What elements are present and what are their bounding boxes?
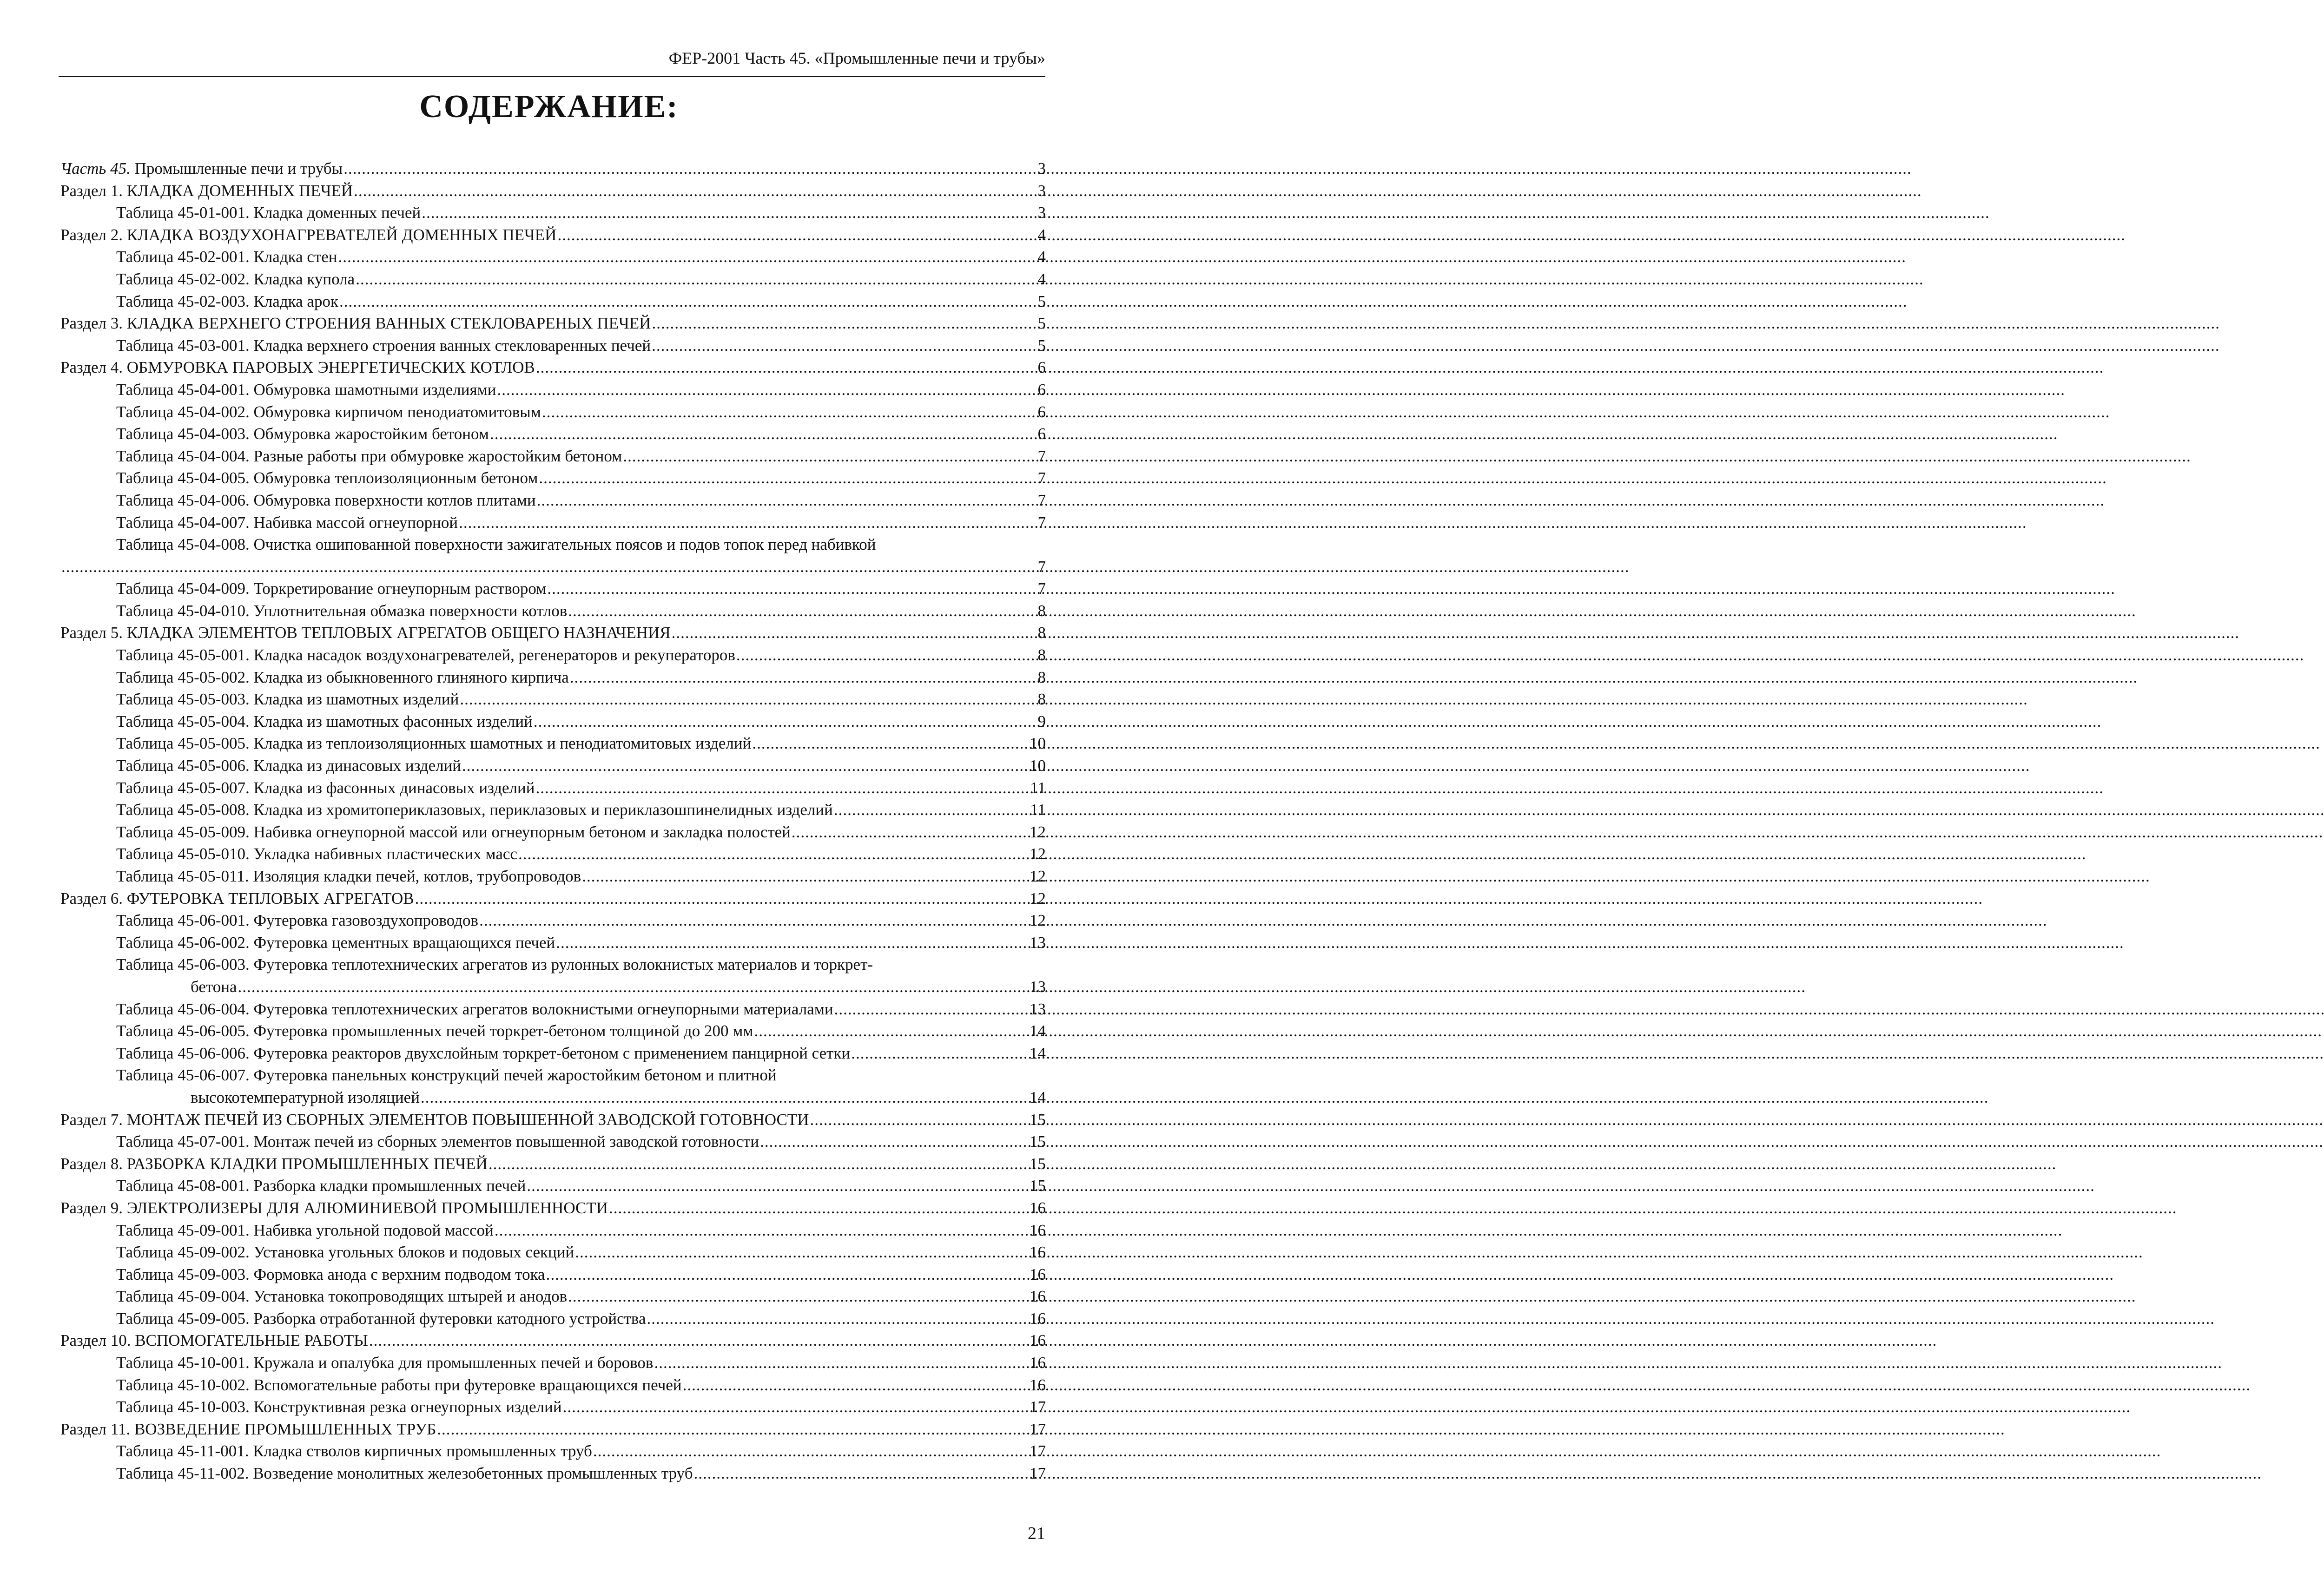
toc-entry-continuation[interactable]: [60, 1086, 1046, 1109]
toc-page-number: 16: [1030, 1243, 1046, 1262]
running-header: ФЕР-2001 Часть 45. «Промышленные печи и трубы»: [668, 49, 1045, 67]
toc-page-number: 17: [1030, 1398, 1046, 1416]
dot-leader: [736, 644, 1036, 666]
toc-table-entry[interactable]: [60, 445, 1046, 467]
dot-leader: [568, 600, 1036, 622]
toc-table-entry[interactable]: [60, 932, 1046, 954]
dot-leader: [593, 1440, 1029, 1462]
toc-entry-label: Таблица 45-05-002. Кладка из обыкновенного глиняного кирпича: [116, 668, 569, 686]
toc-page-number: 6: [1037, 358, 1046, 377]
toc-entry-label-text: Промышленные печи и трубы: [130, 159, 343, 178]
toc-entry-label: Раздел 8. РАЗБОРКА КЛАДКИ ПРОМЫШЛЕННЫХ ПЕЧЕЙ: [60, 1154, 488, 1173]
toc-table-entry[interactable]: [60, 290, 1046, 313]
toc-table-entry[interactable]: [60, 1462, 1046, 1485]
dot-leader: [539, 467, 1036, 489]
toc-entry-label: Таблица 45-06-004. Футеровка теплотехнических агрегатов волокнистыми огнеупорными материалами: [116, 1000, 833, 1018]
dot-leader: [834, 998, 1029, 1020]
dot-leader: [570, 666, 1036, 689]
dot-leader: [851, 1042, 1029, 1065]
toc-table-entry[interactable]: [60, 998, 1046, 1020]
toc-table-entry[interactable]: [60, 1374, 1046, 1396]
toc-entry-label: Таблица 45-08-001. Разборка кладки промышленных печей: [116, 1177, 526, 1195]
toc-entry-label: Таблица 45-06-006. Футеровка реакторов двухслойным торкрет-бетоном с применением панцирной сетки: [116, 1044, 851, 1062]
dot-leader: [547, 578, 1036, 600]
toc-entry-label: Таблица 45-05-008. Кладка из хромитопериклазовых, периклазовых и периклазошпинелидных изделий: [116, 801, 833, 819]
toc-entry-label: высокотемпературной изоляцией: [191, 1088, 420, 1106]
toc-page-number: 7: [1037, 491, 1046, 509]
dot-leader: [546, 1263, 1029, 1286]
dot-leader: [652, 312, 1036, 335]
dot-leader: [495, 1219, 1029, 1242]
toc-page-number: 14: [1030, 1088, 1046, 1106]
toc-table-entry[interactable]: [60, 865, 1046, 888]
toc-table-entry[interactable]: [60, 909, 1046, 932]
dot-leader: [459, 512, 1036, 534]
toc-entry-label: Таблица 45-05-011. Изоляция кладки печей, котлов, трубопроводов: [116, 867, 581, 885]
toc-page-number: 4: [1037, 270, 1046, 288]
toc-page-number: 8: [1037, 624, 1046, 642]
toc-table-entry[interactable]: [60, 1042, 1046, 1065]
toc-table-entry[interactable]: [60, 755, 1046, 777]
toc-page-number: 3: [1037, 159, 1046, 178]
toc-table-entry[interactable]: [60, 1352, 1046, 1374]
toc-entry-label: Таблица 45-02-002. Кладка купола: [116, 270, 355, 288]
toc-entry-label: Раздел 10. ВСПОМОГАТЕЛЬНЫЕ РАБОТЫ: [60, 1331, 368, 1350]
toc-entry-label: Таблица 45-06-003. Футеровка теплотехнических агрегатов из рулонных волокнистых материалов и торкрет-: [116, 955, 873, 974]
page-number: 21: [1028, 1524, 1045, 1543]
toc-entry-label: Раздел 6. ФУТЕРОВКА ТЕПЛОВЫХ АГРЕГАТОВ: [60, 889, 414, 908]
toc-entry-label: Таблица 45-04-004. Разные работы при обмуровке жаростойким бетоном: [116, 447, 622, 465]
toc-entry-label: Раздел 9. ЭЛЕКТРОЛИЗЕРЫ ДЛЯ АЛЮМИНИЕВОЙ ПРОМЫШЛЕННОСТИ: [60, 1198, 608, 1217]
toc-page-number: 11: [1030, 778, 1046, 797]
toc-entry-continuation[interactable]: [60, 976, 1046, 998]
toc-entry-label: Таблица 45-05-009. Набивка огнеупорной массой или огнеупорным бетоном и закладка полостей: [116, 822, 791, 841]
toc-page-number: 16: [1030, 1331, 1046, 1350]
toc-entry-label: Таблица 45-01-001. Кладка доменных печей: [116, 204, 421, 222]
toc-entry-continuation[interactable]: [60, 556, 1046, 578]
dot-leader: [536, 777, 1030, 799]
toc-entry-label: Таблица 45-02-001. Кладка стен: [116, 248, 337, 266]
dot-leader: [489, 1153, 1029, 1175]
toc-entry-label: Раздел 11. ВОЗВЕДЕНИЕ ПРОМЫШЛЕННЫХ ТРУБ: [60, 1420, 436, 1438]
toc-entry-label: Таблица 45-04-006. Обмуровка поверхности котлов плитами: [116, 491, 536, 509]
dot-leader: [563, 1396, 1029, 1418]
dot-leader: [752, 732, 1029, 755]
dot-leader: [683, 1374, 1029, 1396]
toc-table-entry[interactable]: [60, 843, 1046, 865]
toc-entry-label: Таблица 45-04-010. Уплотнительная обмазка поверхности котлов: [116, 601, 568, 620]
toc-section-entry[interactable]: [60, 224, 1046, 246]
toc-entry-label: Раздел 4. ОБМУРОВКА ПАРОВЫХ ЭНЕРГЕТИЧЕСКИХ КОТЛОВ: [60, 358, 535, 377]
toc-table-entry[interactable]: [60, 512, 1046, 534]
toc-page-number: 10: [1030, 734, 1046, 753]
toc-page-number: 6: [1037, 425, 1046, 443]
toc-entry-label: Таблица 45-09-003. Формовка анода с верхним подводом тока: [116, 1265, 545, 1283]
dot-leader: [647, 1308, 1029, 1330]
toc-page-number: 17: [1030, 1442, 1046, 1460]
toc-entry-label: Таблица 45-09-001. Набивка угольной подовой массой: [116, 1221, 494, 1239]
toc-page-number: 8: [1037, 668, 1046, 686]
dot-leader: [356, 268, 1036, 290]
header-rule: [59, 76, 1045, 77]
dot-leader: [343, 158, 1036, 180]
toc-page-number: 5: [1037, 292, 1046, 310]
toc-table-entry[interactable]: [60, 644, 1046, 666]
dot-leader: [479, 909, 1029, 932]
toc-table-entry[interactable]: [60, 954, 1046, 976]
toc-page-number: 13: [1030, 1000, 1046, 1018]
toc-page-number: 12: [1030, 911, 1046, 930]
dot-leader: [339, 290, 1036, 313]
toc-entry-label: Таблица 45-10-001. Кружала и опалубка для промышленных печей и боровов: [116, 1354, 654, 1372]
toc-entry-label: Таблица 45-05-005. Кладка из теплоизоляционных шамотных и пенодиатомитовых изделий: [116, 734, 752, 753]
toc-page-number: 16: [1030, 1287, 1046, 1306]
page-title: СОДЕРЖАНИЕ:: [419, 89, 679, 125]
toc-table-entry[interactable]: [60, 467, 1046, 489]
toc-page-number: 16: [1030, 1309, 1046, 1328]
toc-table-entry[interactable]: [60, 777, 1046, 799]
dot-leader: [542, 401, 1036, 423]
dot-leader: [462, 755, 1029, 777]
toc-table-entry[interactable]: [60, 1263, 1046, 1286]
toc-table-entry[interactable]: [60, 1219, 1046, 1242]
toc-entry-label: [60, 158, 343, 180]
dot-leader: [354, 180, 1036, 202]
toc-table-entry[interactable]: [60, 1440, 1046, 1462]
toc-page-number: 6: [1037, 402, 1046, 421]
dot-leader: [369, 1329, 1029, 1352]
toc-table-entry[interactable]: [60, 600, 1046, 622]
toc-page-number: 7: [1037, 579, 1046, 598]
toc-page-number: 3: [1037, 181, 1046, 200]
toc-page-number: 10: [1030, 757, 1046, 775]
toc-page-number: 16: [1030, 1375, 1046, 1394]
dot-leader: [834, 799, 1029, 821]
toc-section-entry[interactable]: [60, 1197, 1046, 1219]
dot-leader: [672, 622, 1036, 644]
toc-page-number: 14: [1030, 1022, 1046, 1040]
toc-page-number: 17: [1030, 1420, 1046, 1438]
toc-table-entry[interactable]: [60, 799, 1046, 821]
toc-section-entry[interactable]: [60, 888, 1046, 910]
toc-entry-label: Таблица 45-11-002. Возведение монолитных железобетонных промышленных труб: [116, 1464, 693, 1483]
toc-page-number: 8: [1037, 690, 1046, 709]
toc-entry-label: Таблица 45-04-001. Обмуровка шамотными изделиями: [116, 380, 496, 399]
table-of-contents: [60, 158, 1046, 1485]
dot-leader: [422, 202, 1036, 224]
toc-page-number: 3: [1037, 204, 1046, 222]
toc-table-entry[interactable]: [60, 578, 1046, 600]
toc-section-entry[interactable]: [60, 1153, 1046, 1175]
toc-table-entry[interactable]: [60, 666, 1046, 689]
toc-page-number: 14: [1030, 1044, 1046, 1062]
toc-entry-label: Таблица 45-05-007. Кладка из фасонных динасовых изделий: [116, 778, 535, 797]
toc-page-number: 6: [1037, 380, 1046, 399]
toc-page-number: 8: [1037, 646, 1046, 664]
dot-leader: [537, 489, 1036, 512]
dot-leader: [654, 1352, 1029, 1374]
dot-leader: [338, 246, 1036, 268]
toc-table-entry[interactable]: [60, 401, 1046, 423]
dot-leader: [694, 1462, 1029, 1485]
toc-page-number: 4: [1037, 248, 1046, 266]
dot-leader: [652, 335, 1036, 357]
toc-table-entry[interactable]: [60, 335, 1046, 357]
dot-leader: [238, 976, 1029, 998]
dot-leader: [582, 865, 1029, 888]
toc-section-entry[interactable]: [60, 1418, 1046, 1441]
dot-leader: [609, 1197, 1029, 1219]
toc-page-number: 16: [1030, 1221, 1046, 1239]
toc-page-number: 15: [1030, 1154, 1046, 1173]
toc-entry-label: Раздел 2. КЛАДКА ВОЗДУХОНАГРЕВАТЕЛЕЙ ДОМЕННЫХ ПЕЧЕЙ: [60, 225, 557, 244]
toc-table-entry[interactable]: [60, 1020, 1046, 1042]
toc-page-number: 15: [1030, 1132, 1046, 1151]
toc-page-number: 13: [1030, 977, 1046, 996]
toc-section-entry[interactable]: [60, 180, 1046, 202]
toc-entry-label: Таблица 45-06-001. Футеровка газовоздухопроводов: [116, 911, 479, 930]
toc-entry-label: Раздел 7. МОНТАЖ ПЕЧЕЙ ИЗ СБОРНЫХ ЭЛЕМЕНТОВ ПОВЫШЕННОЙ ЗАВОДСКОЙ ГОТОВНОСТИ: [60, 1110, 809, 1129]
toc-table-entry[interactable]: [60, 246, 1046, 268]
toc-table-entry[interactable]: [60, 202, 1046, 224]
dot-leader: [623, 445, 1036, 467]
toc-table-entry[interactable]: [60, 1241, 1046, 1263]
toc-table-entry[interactable]: [60, 1396, 1046, 1418]
toc-entry-label: Таблица 45-04-009. Торкретирование огнеупорным раствором: [116, 579, 547, 598]
toc-entry-label: Раздел 3. КЛАДКА ВЕРХНЕГО СТРОЕНИЯ ВАННЫХ СТЕКЛОВАРЕНЫХ ПЕЧЕЙ: [60, 314, 651, 333]
toc-table-entry[interactable]: [60, 732, 1046, 755]
dot-leader: [490, 423, 1036, 445]
toc-page-number: 4: [1037, 225, 1046, 244]
toc-entry-label: Таблица 45-05-010. Укладка набивных пластических масс: [116, 845, 517, 863]
toc-page-number: 15: [1030, 1110, 1046, 1129]
toc-table-entry[interactable]: [60, 1308, 1046, 1330]
toc-table-entry[interactable]: [60, 268, 1046, 290]
toc-page-number: 7: [1037, 447, 1046, 465]
dot-leader: [556, 932, 1029, 954]
dot-leader: [557, 224, 1036, 246]
toc-entry-label: Таблица 45-03-001. Кладка верхнего строения ванных стекловаренных печей: [116, 336, 651, 355]
toc-page-number: 17: [1030, 1464, 1046, 1483]
dot-leader: [575, 1241, 1029, 1263]
toc-section-entry[interactable]: [60, 158, 1046, 180]
toc-entry-label-prefix: Часть 45.: [60, 159, 131, 178]
toc-entry-label: Таблица 45-04-003. Обмуровка жаростойким бетоном: [116, 425, 489, 443]
toc-page-number: 12: [1030, 845, 1046, 863]
toc-table-entry[interactable]: [60, 710, 1046, 733]
toc-page-number: 15: [1030, 1177, 1046, 1195]
toc-entry-label: Таблица 45-07-001. Монтаж печей из сборных элементов повышенной заводской готовности: [116, 1132, 759, 1151]
toc-entry-label: Таблица 45-10-002. Вспомогательные работы при футеровке вращающихся печей: [116, 1375, 682, 1394]
toc-page-number: 16: [1030, 1354, 1046, 1372]
dot-leader: [536, 356, 1036, 379]
toc-table-entry[interactable]: [60, 1285, 1046, 1308]
toc-entry-label: Таблица 45-05-004. Кладка из шамотных фасонных изделий: [116, 712, 533, 730]
dot-leader: [760, 1131, 1029, 1153]
dot-leader: [568, 1285, 1029, 1308]
toc-entry-label: Таблица 45-02-003. Кладка арок: [116, 292, 338, 310]
dot-leader: [754, 1020, 1029, 1042]
toc-entry-label: Таблица 45-11-001. Кладка стволов кирпичных промышленных труб: [116, 1442, 592, 1460]
toc-entry-label: Таблица 45-05-003. Кладка из шамотных изделий: [116, 690, 459, 709]
toc-section-entry[interactable]: [60, 622, 1046, 644]
toc-page-number: 7: [1037, 469, 1046, 487]
toc-table-entry[interactable]: [60, 1131, 1046, 1153]
dot-leader: [415, 888, 1029, 910]
toc-page-number: 5: [1037, 336, 1046, 355]
toc-entry-label: Раздел 1. КЛАДКА ДОМЕННЫХ ПЕЧЕЙ: [60, 181, 353, 200]
toc-entry-label: Таблица 45-06-002. Футеровка цементных вращающихся печей: [116, 933, 555, 952]
dot-leader: [460, 688, 1036, 710]
toc-table-entry[interactable]: [60, 489, 1046, 512]
toc-table-entry[interactable]: [60, 821, 1046, 843]
toc-table-entry[interactable]: [60, 379, 1046, 401]
dot-leader: [810, 1109, 1029, 1131]
toc-page-number: 16: [1030, 1198, 1046, 1217]
toc-page-number: 9: [1037, 712, 1046, 730]
toc-entry-label: Таблица 45-04-005. Обмуровка теплоизоляционным бетоном: [116, 469, 538, 487]
toc-table-entry[interactable]: [60, 1064, 1046, 1086]
toc-entry-label: Таблица 45-04-002. Обмуровка кирпичом пенодиатомитовым: [116, 402, 541, 421]
toc-section-entry[interactable]: [60, 312, 1046, 335]
toc-entry-label: бетона: [191, 977, 237, 996]
toc-entry-label: Таблица 45-05-001. Кладка насадок воздухонагревателей, регенераторов и рекуператоров: [116, 646, 735, 664]
dot-leader: [518, 843, 1029, 865]
toc-page-number: 7: [1037, 513, 1046, 532]
toc-page-number: 11: [1030, 801, 1046, 819]
toc-entry-label: Таблица 45-09-004. Установка токопроводящих штырей и анодов: [116, 1287, 568, 1306]
toc-section-entry[interactable]: [60, 1109, 1046, 1131]
toc-page-number: 12: [1030, 822, 1046, 841]
toc-section-entry[interactable]: [60, 356, 1046, 379]
toc-page-number: 12: [1030, 867, 1046, 885]
dot-leader: [421, 1086, 1029, 1109]
toc-table-entry[interactable]: [60, 533, 1046, 556]
toc-section-entry[interactable]: [60, 1329, 1046, 1352]
toc-entry-label: Таблица 45-04-008. Очистка ошипованной поверхности зажигательных поясов и подов топок перед набивкой: [116, 535, 876, 554]
toc-entry-label: Таблица 45-05-006. Кладка из динасовых изделий: [116, 757, 462, 775]
dot-leader: [527, 1175, 1029, 1197]
dot-leader: [534, 710, 1036, 733]
toc-entry-label: Таблица 45-10-003. Конструктивная резка огнеупорных изделий: [116, 1398, 562, 1416]
toc-entry-label: Раздел 5. КЛАДКА ЭЛЕМЕНТОВ ТЕПЛОВЫХ АГРЕГАТОВ ОБЩЕГО НАЗНАЧЕНИЯ: [60, 624, 671, 642]
dot-leader: [792, 821, 1029, 843]
toc-entry-label: Таблица 45-06-005. Футеровка промышленных печей торкрет-бетоном толщиной до 200 мм: [116, 1022, 753, 1040]
toc-page-number: 7: [1037, 557, 1046, 576]
toc-table-entry[interactable]: [60, 1175, 1046, 1197]
toc-page-number: 5: [1037, 314, 1046, 333]
toc-page-number: 13: [1030, 933, 1046, 952]
toc-table-entry[interactable]: [60, 688, 1046, 710]
toc-page-number: 12: [1030, 889, 1046, 908]
toc-page-number: 16: [1030, 1265, 1046, 1283]
dot-leader: [497, 379, 1036, 401]
toc-entry-label: Таблица 45-06-007. Футеровка панельных конструкций печей жаростойким бетоном и плитной: [116, 1066, 777, 1085]
toc-entry-label: Таблица 45-04-007. Набивка массой огнеупорной: [116, 513, 458, 532]
dot-leader: [61, 556, 1036, 578]
toc-entry-label: Таблица 45-09-002. Установка угольных блоков и подовых секций: [116, 1243, 574, 1262]
toc-entry-label: Таблица 45-09-005. Разборка отработанной футеровки катодного устройства: [116, 1309, 646, 1328]
dot-leader: [437, 1418, 1029, 1441]
toc-table-entry[interactable]: [60, 423, 1046, 445]
toc-page-number: 8: [1037, 601, 1046, 620]
